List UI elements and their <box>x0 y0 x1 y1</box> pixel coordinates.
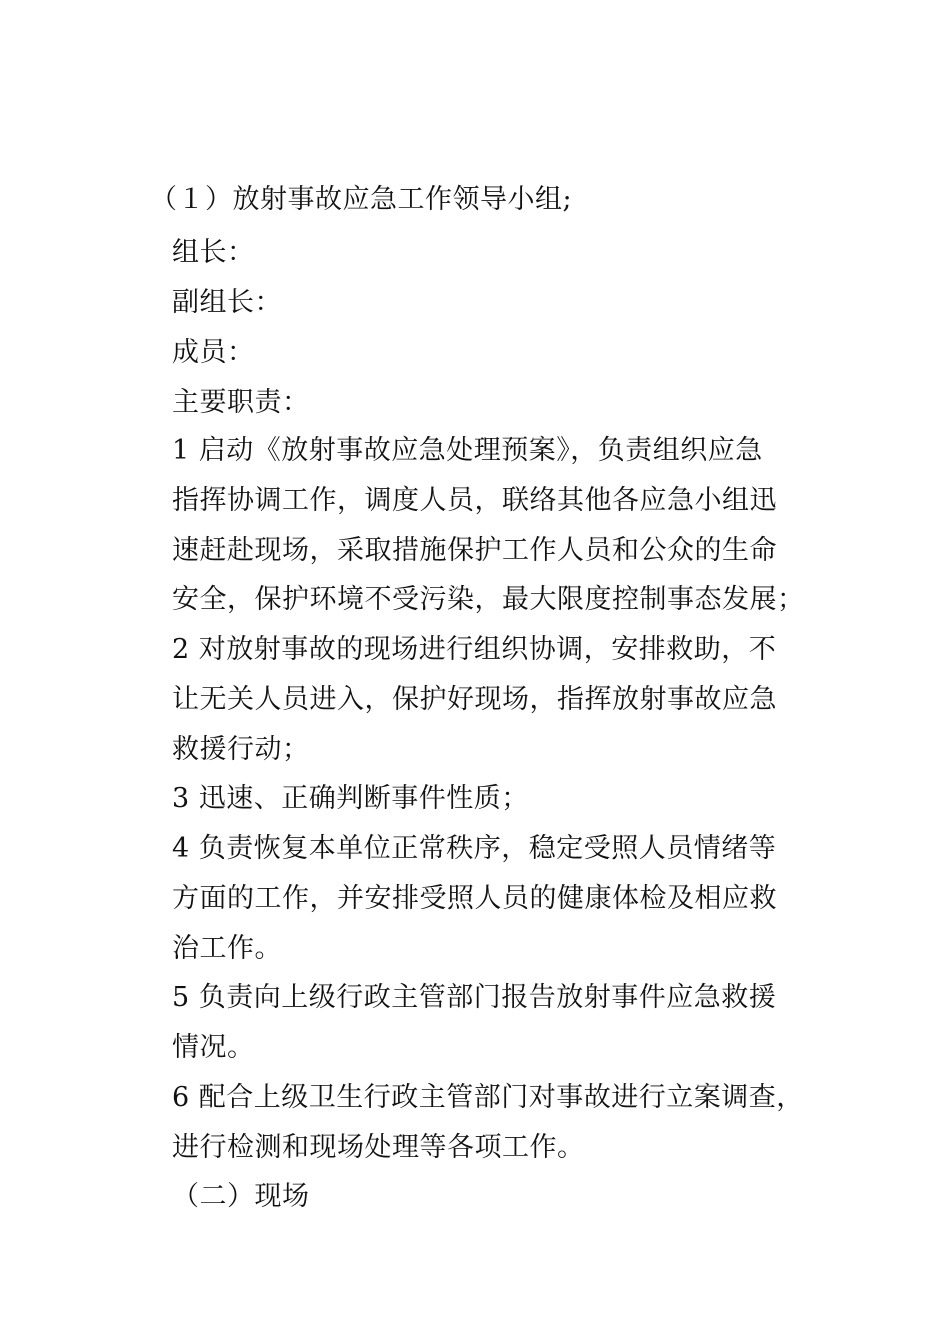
text-line-duty-4-b: 方面的工作，并安排受照人员的健康体检及相应救 <box>172 883 777 914</box>
text-line-deputy-leader: 副组长： <box>172 287 282 318</box>
section-heading-on-site: （二）现场 <box>172 1181 310 1212</box>
text-line-main-duties: 主要职责： <box>172 387 310 418</box>
text-line-duty-2-b: 让无关人员进入，保护好现场，指挥放射事故应急 <box>172 684 777 715</box>
text-line-duty-6-b: 进行检测和现场处理等各项工作。 <box>172 1132 585 1163</box>
text-line-duty-6-a: 6 配合上级卫生行政主管部门对事故进行立案调查， <box>172 1082 804 1113</box>
text-line-members: 成员： <box>172 337 255 368</box>
text-line-duty-1-a: 1 启动《放射事故应急处理预案》，负责组织应急 <box>172 435 763 466</box>
text-line-duty-1-c: 速赶赴现场，采取措施保护工作人员和公众的生命 <box>172 535 777 566</box>
text-line-duty-5-b: 情况。 <box>172 1032 255 1063</box>
text-line-duty-4-c: 治工作。 <box>172 933 282 964</box>
text-line-duty-1-d: 安全，保护环境不受污染，最大限度控制事态发展； <box>172 584 805 615</box>
text-line-duty-5-a: 5 负责向上级行政主管部门报告放射事件应急救援 <box>172 982 777 1013</box>
text-line-duty-3: 3 迅速、正确判断事件性质； <box>172 783 529 814</box>
text-line-duty-1-b: 指挥协调工作，调度人员，联络其他各应急小组迅 <box>172 485 777 516</box>
text-line-duty-2-c: 救援行动； <box>172 734 310 765</box>
text-line-duty-4-a: 4 负责恢复本单位正常秩序，稳定受照人员情绪等 <box>172 833 777 864</box>
section-heading-leadership-group: （１）放射事故应急工作领导小组; <box>150 184 573 215</box>
text-line-group-leader: 组长： <box>172 237 255 268</box>
text-line-duty-2-a: 2 对放射事故的现场进行组织协调，安排救助，不 <box>172 634 777 665</box>
